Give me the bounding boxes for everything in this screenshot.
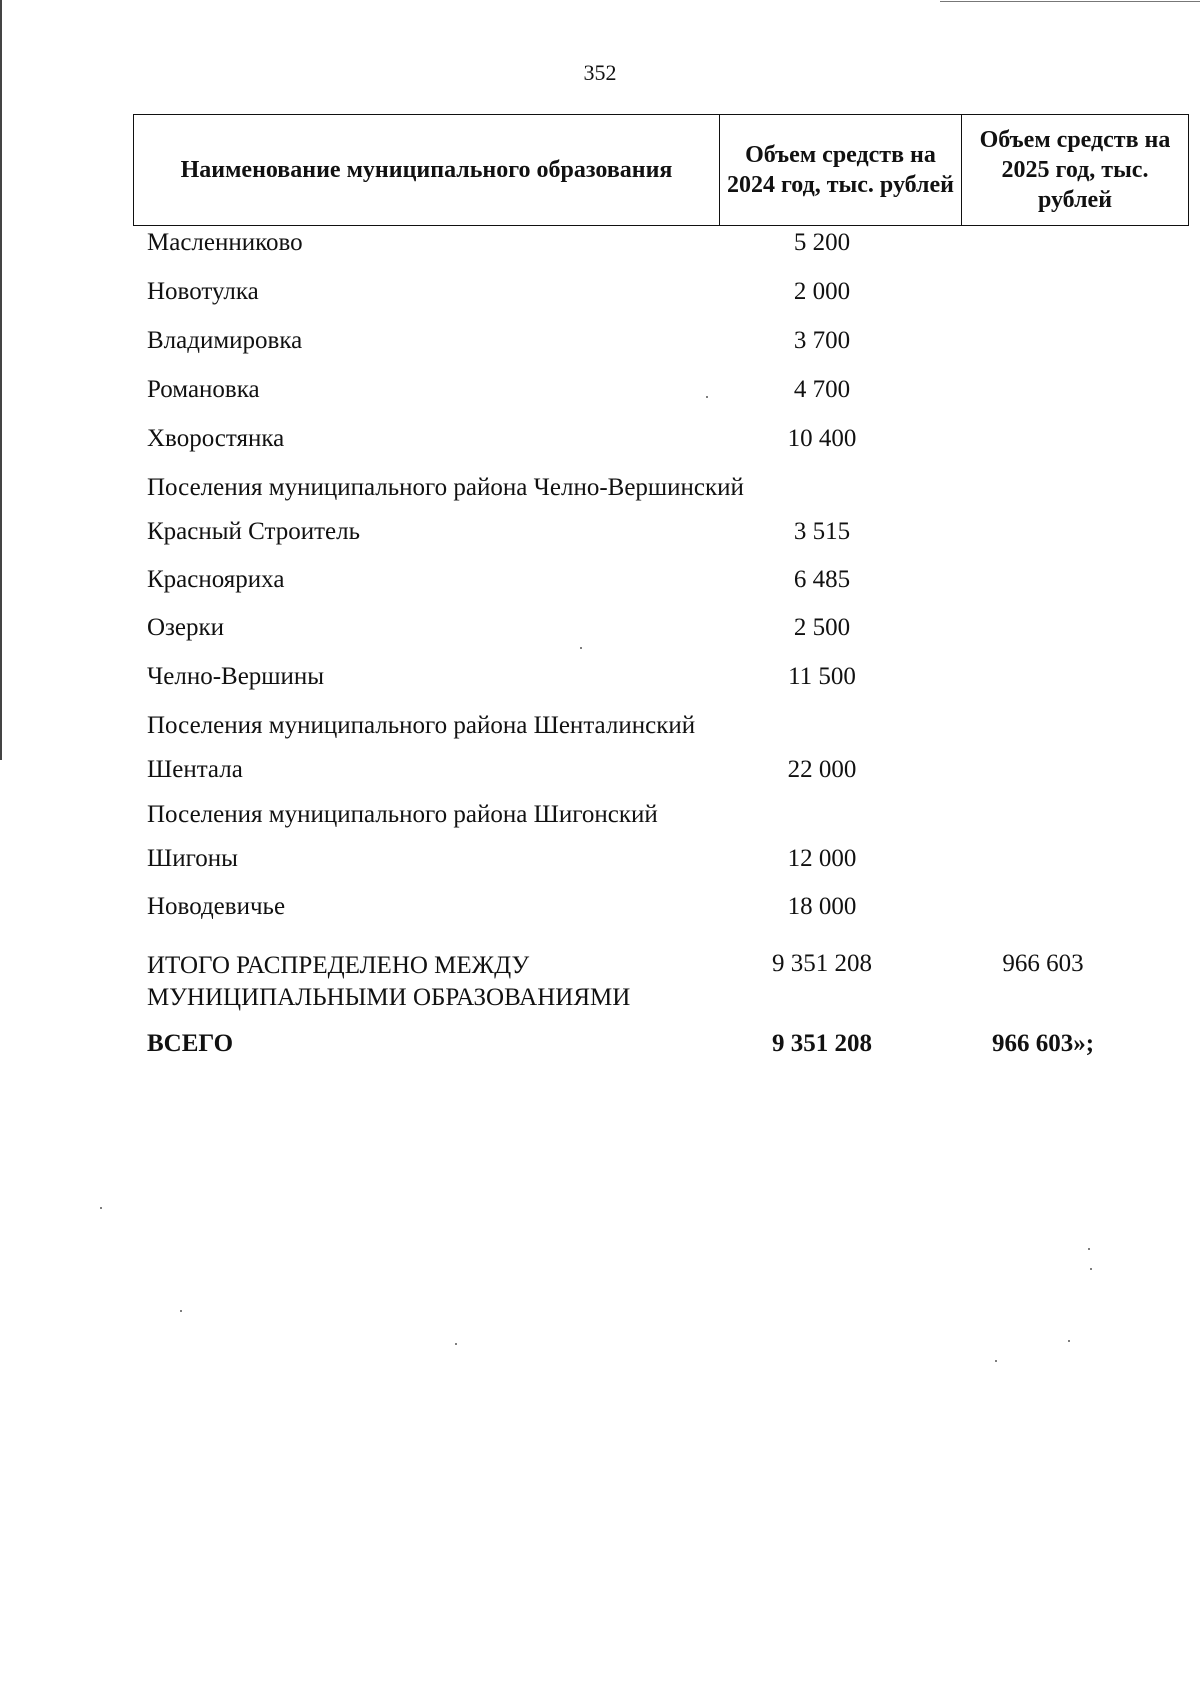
row-value-2024: 3 515 [793, 518, 851, 545]
row-name: Озерки [147, 614, 225, 641]
total-distributed-label: ИТОГО РАСПРЕДЕЛЕНО МЕЖДУ МУНИЦИПАЛЬНЫМИ ОБРАЗОВАНИЯМИ [147, 952, 631, 1011]
table-row [0, 518, 1200, 554]
row-name: Новодевичье [147, 893, 286, 920]
grand-total-2025: 966 603»; [991, 1030, 1095, 1057]
scan-speck [100, 1207, 102, 1209]
table-header [133, 114, 1189, 226]
grand-total-2024: 9 351 208 [772, 1030, 872, 1057]
row-name: Челно-Вершины [147, 663, 325, 690]
scan-speck [1068, 1340, 1070, 1342]
table-row [0, 663, 1200, 699]
row-value-2024: 4 700 [793, 376, 851, 403]
row-value-2024: 6 485 [793, 566, 851, 593]
total-distributed-row [0, 950, 1200, 1020]
row-name: Романовка [147, 376, 260, 403]
grand-total-row [0, 1030, 1200, 1066]
scan-speck [180, 1310, 182, 1312]
table-row [0, 845, 1200, 881]
header-2025: Объем средств на 2025 год, тыс. рублей [962, 115, 1189, 226]
row-value-2024: 11 500 [788, 663, 856, 690]
table-row [0, 278, 1200, 314]
scan-top-line [940, 1, 1200, 2]
row-name: Шентала [147, 756, 243, 783]
table-row [0, 614, 1200, 650]
row-value-2024: 12 000 [787, 845, 857, 872]
row-name: Масленниково [147, 229, 303, 256]
header-name: Наименование муниципального образования [134, 115, 720, 226]
scan-speck [1088, 1248, 1090, 1250]
scan-speck [995, 1360, 997, 1362]
scan-speck [580, 647, 582, 649]
scan-speck [706, 396, 708, 398]
section-title: Поселения муниципального района Шенталинский [147, 712, 696, 739]
table-row [0, 327, 1200, 363]
total-distributed-2025: 966 603 [1002, 950, 1084, 977]
table-row [0, 376, 1200, 412]
header-2024: Объем средств на 2024 год, тыс. рублей [720, 115, 962, 226]
table-row [0, 893, 1200, 929]
section-row [0, 801, 1200, 837]
row-name: Новотулка [147, 278, 259, 305]
row-name: Красный Строитель [147, 518, 361, 545]
row-value-2024: 22 000 [787, 756, 857, 783]
row-value-2024: 18 000 [787, 893, 857, 920]
page-number: 352 [583, 60, 617, 85]
grand-total-label: ВСЕГО [147, 1030, 234, 1057]
table-row [0, 566, 1200, 602]
row-value-2024: 2 500 [793, 614, 851, 641]
row-name: Владимировка [147, 327, 303, 354]
row-value-2024: 2 000 [793, 278, 851, 305]
row-name: Краснояриха [147, 566, 285, 593]
table-row [0, 756, 1200, 792]
table-row [0, 229, 1200, 265]
row-value-2024: 10 400 [787, 425, 857, 452]
row-value-2024: 5 200 [793, 229, 851, 256]
section-row [0, 712, 1200, 748]
scan-speck [1090, 1268, 1092, 1270]
scan-speck [455, 1343, 457, 1345]
row-name: Хворостянка [147, 425, 285, 452]
total-distributed-2024: 9 351 208 [772, 950, 872, 977]
row-name: Шигоны [147, 845, 238, 872]
section-title: Поселения муниципального района Шигонский [147, 801, 658, 828]
table-row [0, 425, 1200, 461]
section-title: Поселения муниципального района Челно-Вершинский [147, 474, 744, 501]
section-row [0, 474, 1200, 510]
row-value-2024: 3 700 [793, 327, 851, 354]
